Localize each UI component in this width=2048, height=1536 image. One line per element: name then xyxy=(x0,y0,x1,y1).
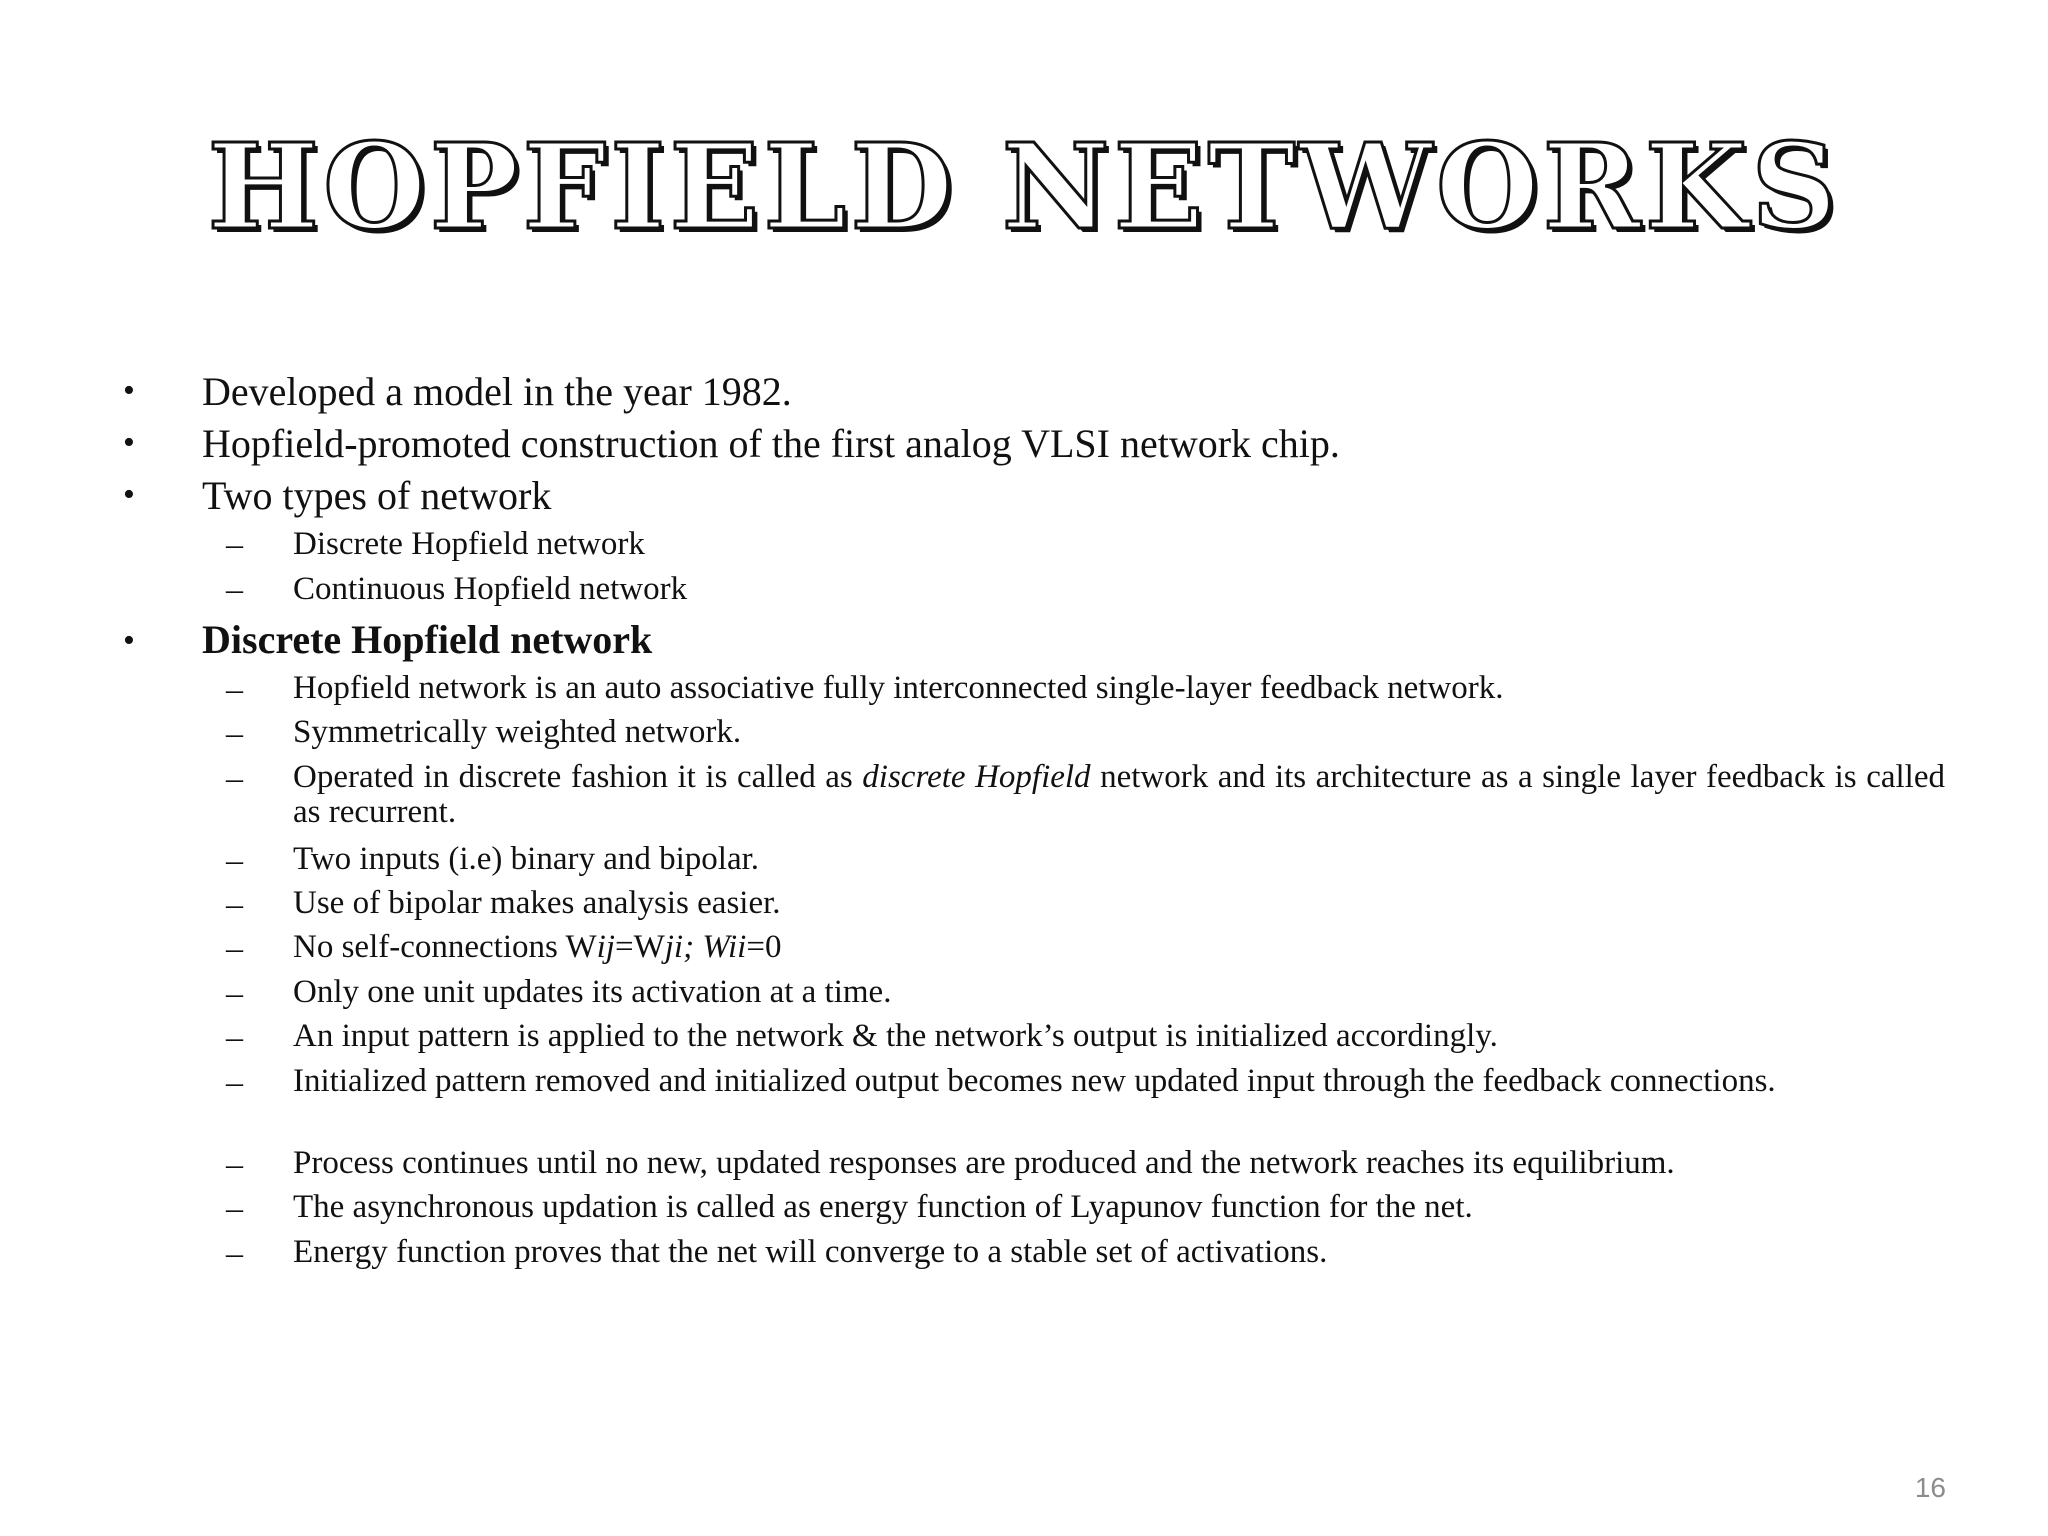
dash-marker: – xyxy=(226,975,243,1012)
discrete-point-1: Hopfield network is an auto associative fully interconnected single-layer feedback network. xyxy=(293,670,1504,706)
dash-marker: – xyxy=(226,886,243,923)
discrete-point-7: Only one unit updates its activation at a time. xyxy=(293,974,892,1010)
discrete-point-3-emphasis: discrete Hopfield xyxy=(862,759,1091,795)
discrete-point-10: Process continues until no new, updated responses are produced and the network reaches its equilibrium. xyxy=(293,1145,1675,1181)
bullet-developed: Developed a model in the year 1982. xyxy=(202,369,792,414)
discrete-point-9: Initialized pattern removed and initialized output becomes new updated input through the feedback connections. xyxy=(293,1063,1776,1099)
dash-marker: – xyxy=(226,1235,243,1272)
discrete-point-4: Two inputs (i.e) binary and bipolar. xyxy=(293,841,760,877)
bullet-marker: • xyxy=(123,424,135,461)
bullet-discrete-heading: Discrete Hopfield network xyxy=(202,617,653,662)
discrete-point-6-part-b: =W xyxy=(614,929,665,965)
dash-marker: – xyxy=(226,930,243,967)
bullet-marker: • xyxy=(123,622,135,659)
discrete-point-6-part-em1: ij xyxy=(596,929,615,965)
discrete-point-6 xyxy=(293,930,781,965)
discrete-point-6-part-c: =0 xyxy=(746,929,782,965)
discrete-point-11: The asynchronous updation is called as energy function of Lyapunov function for the net. xyxy=(293,1189,1473,1225)
bullet-marker: • xyxy=(123,372,135,409)
dash-marker: – xyxy=(226,1190,243,1227)
discrete-point-5: Use of bipolar makes analysis easier. xyxy=(293,885,781,921)
discrete-point-8: An input pattern is applied to the network & the network’s output is initialized accordingly. xyxy=(293,1018,1498,1054)
discrete-point-12: Energy function proves that the net will converge to a stable set of activations. xyxy=(293,1234,1328,1270)
bullet-two-types: Two types of network xyxy=(202,473,552,518)
dash-marker: – xyxy=(226,842,243,879)
type-discrete: Discrete Hopfield network xyxy=(293,526,645,562)
dash-marker: – xyxy=(226,1146,243,1183)
dash-marker: – xyxy=(226,671,243,708)
discrete-point-3 xyxy=(293,760,1945,831)
type-continuous: Continuous Hopfield network xyxy=(293,571,688,607)
dash-marker: – xyxy=(226,1019,243,1056)
discrete-point-6-part-em2: ji; Wii xyxy=(664,929,747,965)
discrete-point-3-end: network and its architecture as a single layer feedback is called as recurrent. xyxy=(293,759,1945,831)
discrete-point-3-start: Operated in discrete fashion it is called as xyxy=(293,759,863,795)
dash-marker: – xyxy=(226,760,243,797)
discrete-point-6-part-a: No self-connections W xyxy=(293,929,597,965)
bullet-marker: • xyxy=(123,476,135,513)
dash-marker: – xyxy=(226,715,243,752)
dash-marker: – xyxy=(226,526,243,563)
bullet-vlsi: Hopfield-promoted construction of the first analog VLSI network chip. xyxy=(202,421,1340,466)
page-number: 16 xyxy=(1914,1472,1946,1503)
dash-marker: – xyxy=(226,571,243,608)
dash-marker: – xyxy=(226,1064,243,1101)
discrete-point-2: Symmetrically weighted network. xyxy=(293,714,742,750)
slide-title: HOPFIELD NETWORKS xyxy=(207,117,1841,256)
